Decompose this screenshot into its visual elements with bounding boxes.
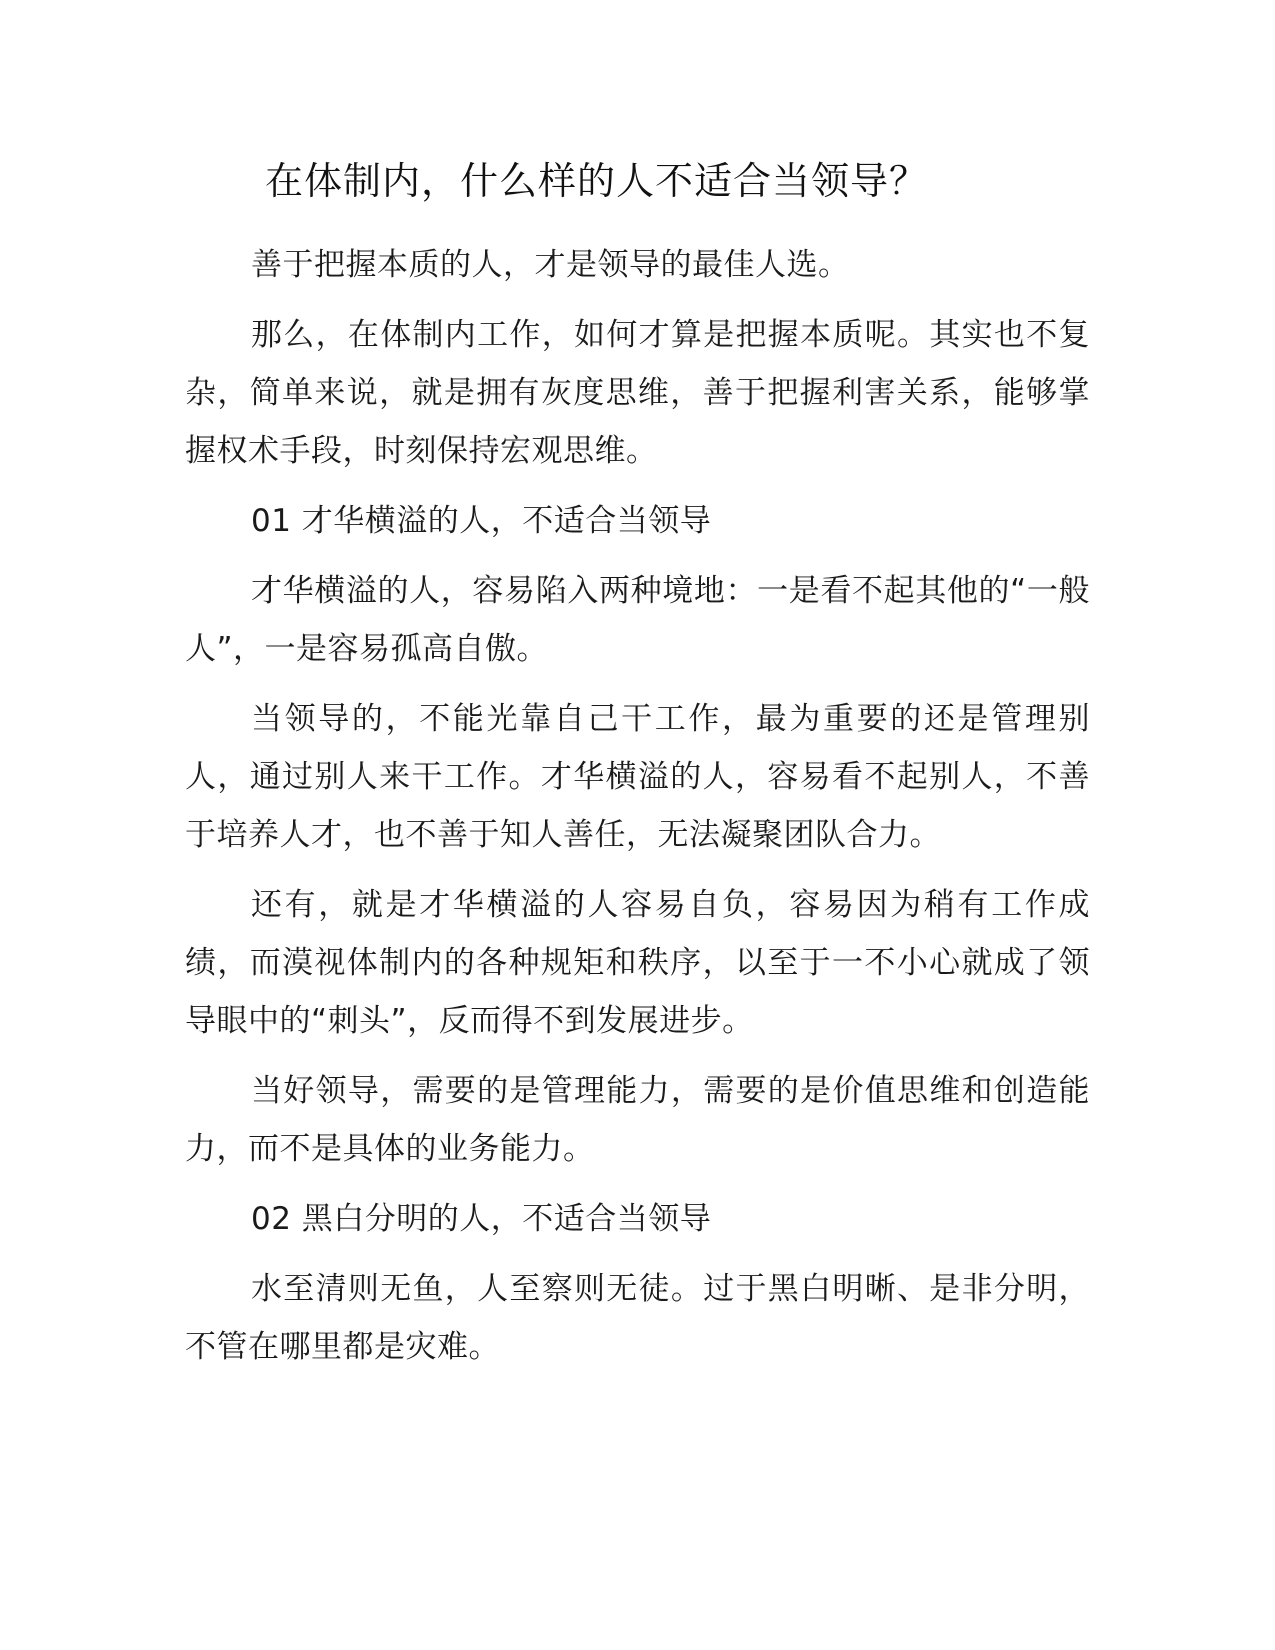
paragraph-black-white: 水至清则无鱼，人至察则无徒。过于黑白明晰、是非分明，不管在哪里都是灾难。 — [185, 1271, 1090, 1365]
paragraph-intro: 善于把握本质的人，才是领导的最佳人选。 — [251, 247, 850, 283]
page-title: 在体制内，什么样的人不适合当领导？ — [265, 159, 929, 203]
document-body — [185, 150, 1090, 1388]
paragraph-good-leader: 当好领导，需要的是管理能力，需要的是价值思维和创造能力，而不是具体的业务能力。 — [185, 1073, 1090, 1167]
paragraph-essence: 那么，在体制内工作，如何才算是把握本质呢。其实也不复杂，简单来说，就是拥有灰度思维，善于把握利害关系，能够掌握权术手段，时刻保持宏观思维。 — [185, 317, 1090, 469]
section-heading-02: 02 黑白分明的人，不适合当领导 — [251, 1201, 712, 1237]
paragraph-talent-traps: 才华横溢的人，容易陷入两种境地：一是看不起其他的“一般人”，一是容易孤高自傲。 — [185, 573, 1090, 667]
paragraph-conceit: 还有，就是才华横溢的人容易自负，容易因为稍有工作成绩，而漠视体制内的各种规矩和秩序，以至于一不小心就成了领导眼中的“刺头”，反而得不到发展进步。 — [185, 887, 1090, 1039]
paragraph-leadership-management: 当领导的，不能光靠自己干工作，最为重要的还是管理别人，通过别人来干工作。才华横溢的人，容易看不起别人，不善于培养人才，也不善于知人善任，无法凝聚团队合力。 — [185, 701, 1090, 853]
section-heading-01: 01 才华横溢的人，不适合当领导 — [251, 503, 712, 539]
